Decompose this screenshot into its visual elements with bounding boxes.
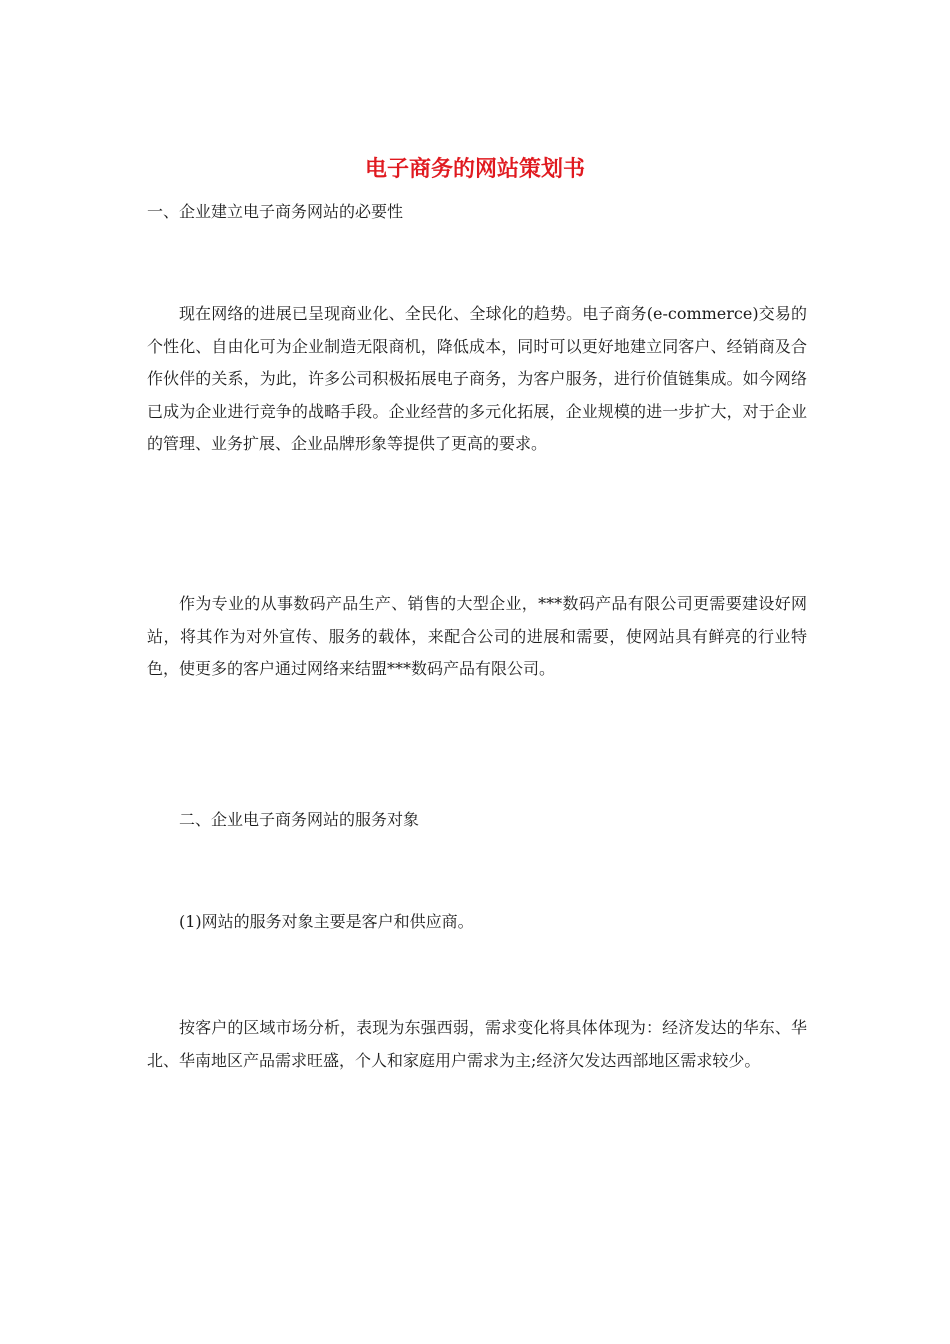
document-title: 电子商务的网站策划书 [364,156,585,182]
list-item-1: (1)网站的服务对象主要是客户和供应商。 [179,912,474,931]
paragraph-1: 现在网络的进展已呈现商业化、全民化、全球化的趋势。电子商务(e-commerce)交易的个性化、自由化可为企业制造无限商机，降低成本，同时可以更好地建立同客户、经销商及合作伙伴的关系，为此，许多公司积极拓展电子商务，为客户服务，进行价值链集成。如今网络已成为企业进行竞争的战略手段。企业经营的多元化拓展，企业规模的进一步扩大，对于企业的管理、业务扩展、企业品牌形象等提供了更高的要求。 [147,304,807,453]
paragraph-2: 作为专业的从事数码产品生产、销售的大型企业，***数码产品有限公司更需要建设好网站，将其作为对外宣传、服务的载体，来配合公司的进展和需要，使网站具有鲜亮的行业特色，使更多的客户通过网络来结盟***数码产品有限公司。 [147,594,807,678]
paragraph-3: 按客户的区域市场分析，表现为东强西弱，需求变化将具体体现为：经济发达的华东、华北、华南地区产品需求旺盛，个人和家庭用户需求为主;经济欠发达西部地区需求较少。 [147,1018,807,1070]
section-1-heading: 一、企业建立电子商务网站的必要性 [147,202,404,221]
section-2-heading: 二、企业电子商务网站的服务对象 [179,810,420,829]
